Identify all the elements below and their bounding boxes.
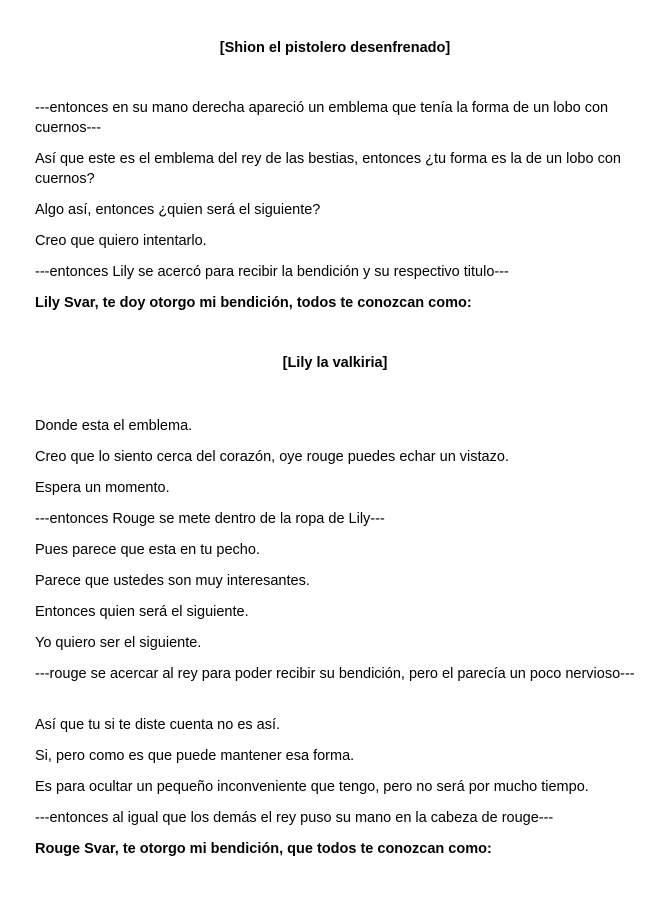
paragraph: ---entonces Rouge se mete dentro de la ropa de Lily--- [35,511,385,527]
paragraph: Algo así, entonces ¿quien será el siguiente? [35,202,321,218]
paragraph: Entonces quien será el siguiente. [35,604,249,620]
paragraph: Así que este es el emblema del rey de las bestias, entonces ¿tu forma es la de un lobo con cuernos? [35,151,621,187]
paragraph: Espera un momento. [35,480,170,496]
paragraph: Creo que lo siento cerca del corazón, oye rouge puedes echar un vistazo. [35,449,509,465]
title-shion: [Shion el pistolero desenfrenado] [219,40,451,56]
paragraph: ---entonces Lily se acercó para recibir la bendición y su respectivo titulo--- [35,264,509,280]
paragraph: ---entonces al igual que los demás el rey puso su mano en la cabeza de rouge--- [35,810,554,826]
paragraph: Donde esta el emblema. [35,418,193,434]
paragraph: Si, pero como es que puede mantener esa forma. [35,748,355,764]
blessing-line-lily: Lily Svar, te doy otorgo mi bendición, todos te conozcan como: [35,295,472,311]
paragraph: Creo que quiero intentarlo. [35,233,207,249]
title-lily: [Lily la valkiria] [282,355,388,371]
paragraph: Yo quiero ser el siguiente. [35,635,202,651]
paragraph: Es para ocultar un pequeño inconveniente que tengo, pero no será por mucho tiempo. [35,779,589,795]
paragraph: Pues parece que esta en tu pecho. [35,542,260,558]
paragraph: Parece que ustedes son muy interesantes. [35,573,310,589]
blessing-line-rouge: Rouge Svar, te otorgo mi bendición, que todos te conozcan como: [35,841,492,857]
paragraph: ---entonces en su mano derecha apareció un emblema que tenía la forma de un lobo con cuernos--- [35,100,609,136]
paragraph: Así que tu si te diste cuenta no es así. [35,717,281,733]
paragraph: ---rouge se acercar al rey para poder recibir su bendición, pero el parecía un poco nervioso--- [35,666,635,682]
